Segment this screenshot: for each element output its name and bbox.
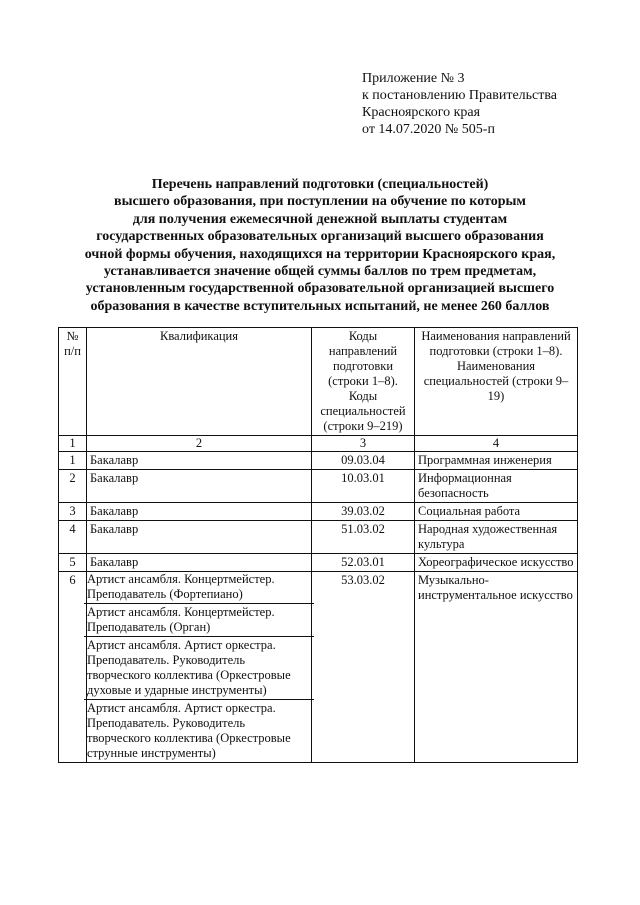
column-number: 3 (312, 436, 415, 452)
row-code: 51.03.02 (312, 521, 415, 554)
row-num: 2 (59, 470, 87, 503)
table-header-row (59, 328, 578, 436)
qualification-variant: Артист ансамбля. Концертмейстер. Преподаватель (Орган) (84, 603, 314, 636)
column-number: 1 (59, 436, 87, 452)
row-code: 53.03.02 (312, 572, 415, 763)
title-line: Перечень направлений подготовки (специальностей) (151, 177, 489, 192)
row-name: Музыкально-инструментальное искусство (415, 572, 578, 763)
row-qualification: Бакалавр (87, 554, 312, 572)
appendix-line: от 14.07.2020 № 505-п (362, 122, 495, 137)
qualification-variant: Артист ансамбля. Артист оркестра. Преподаватель. Руководитель творческого коллектива (Оркестровые струнные инструменты) (84, 699, 314, 762)
row-code: 09.03.04 (312, 452, 415, 470)
appendix-line: Приложение № 3 (362, 71, 465, 86)
title-line: очной формы обучения, находящихся на территории Красноярского края, (84, 246, 556, 262)
programs-table (58, 327, 578, 763)
row-qualification: Бакалавр (87, 521, 312, 554)
row-name: Социальная работа (415, 503, 578, 521)
appendix-line: к постановлению Правительства (362, 88, 558, 103)
title-line: устанавливается значение общей суммы баллов по трем предметам, (103, 264, 537, 280)
row-num: 4 (59, 521, 87, 554)
title-line: образования в качестве вступительных испытаний, не менее 260 баллов (90, 298, 550, 314)
header-qualification: Квалификация (87, 328, 312, 436)
row-num: 6 (59, 572, 87, 763)
row-code: 39.03.02 (312, 503, 415, 521)
table-row (59, 554, 578, 572)
row-qualification: Бакалавр (87, 452, 312, 470)
row-qualification: Бакалавр (87, 470, 312, 503)
table-row (59, 470, 578, 503)
qualification-variant: Артист ансамбля. Артист оркестра. Преподаватель. Руководитель творческого коллектива (Оркестровые духовые и ударные инструменты) (84, 636, 314, 699)
title-line: установленным государственной образовательной организацией высшего (85, 281, 555, 297)
column-number-row (59, 436, 578, 452)
row-name: Народная художественная культура (415, 521, 578, 554)
appendix-note (362, 70, 557, 138)
row-code: 52.03.01 (312, 554, 415, 572)
row-code: 10.03.01 (312, 470, 415, 503)
column-number: 2 (87, 436, 312, 452)
row-num: 1 (59, 452, 87, 470)
table-row (59, 503, 578, 521)
table-row (59, 521, 578, 554)
row-num: 5 (59, 554, 87, 572)
row-name: Программная инженерия (415, 452, 578, 470)
table-row (59, 452, 578, 470)
header-names: Наименования направлений подготовки (строки 1–8). Наименования специальностей (строки 9–19) (415, 328, 578, 436)
row-num: 3 (59, 503, 87, 521)
appendix-line: Красноярского края (362, 105, 481, 120)
header-num: № п/п (59, 328, 87, 436)
row-qualification-stack (87, 572, 312, 763)
row-name: Информационная безопасность (415, 470, 578, 503)
table-row (59, 572, 578, 763)
title-line: высшего образования, при поступлении на обучение по которым (114, 194, 526, 210)
row-qualification: Бакалавр (87, 503, 312, 521)
title-line: государственных образовательных организаций высшего образования (96, 229, 544, 245)
row-name: Хореографическое искусство (415, 554, 578, 572)
title-line: для получения ежемесячной денежной выплаты студентам (132, 211, 508, 227)
column-number: 4 (415, 436, 578, 452)
header-codes: Коды направлений подготовки (строки 1–8). Коды специальностей (строки 9–219) (312, 328, 415, 436)
document-title (40, 176, 600, 315)
qualification-variant: Артист ансамбля. Концертмейстер. Преподаватель (Фортепиано) (87, 572, 275, 601)
